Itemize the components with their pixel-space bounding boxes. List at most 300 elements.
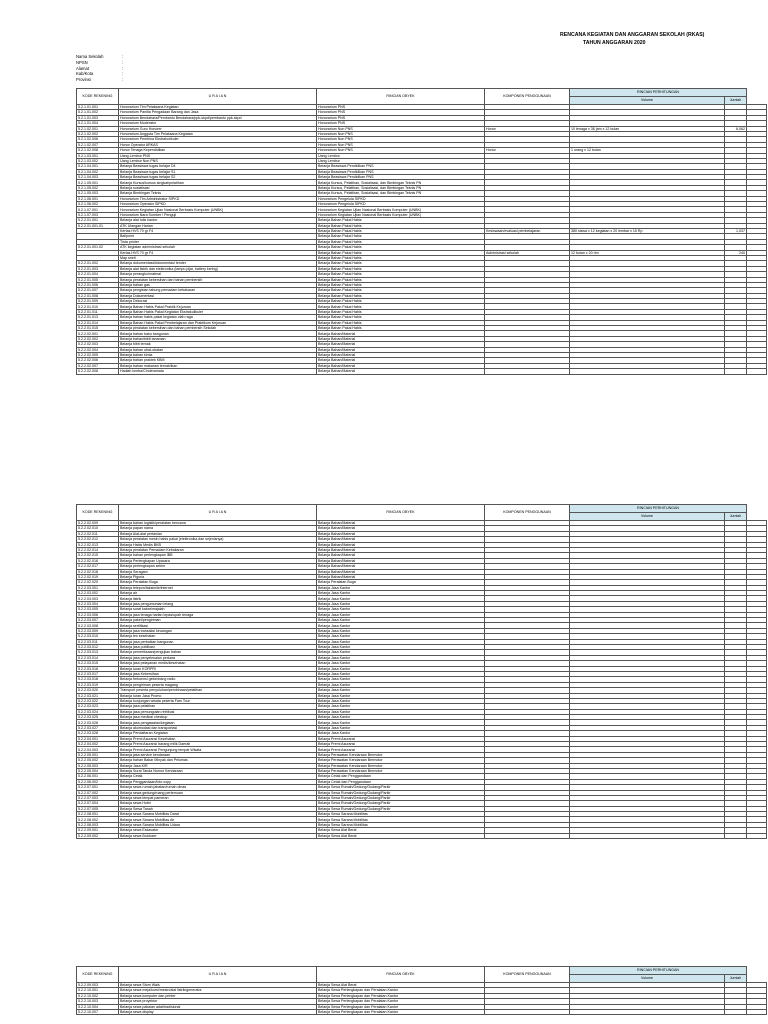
cell-kode: 5.2.2.09.003: [77, 983, 119, 988]
cell-uraian: Belanja tes kesehatan: [119, 634, 317, 639]
cell-rincian: Belanja Cetak dan Penggandaan: [317, 779, 485, 784]
cell-uraian: Hadiah lomba/Cinderamata: [119, 369, 317, 374]
cell-kode: 5.2.2.09.002: [77, 833, 119, 838]
cell-uraian: Belanja sewa meja/kursi/mesin/alat listrik/generator: [119, 988, 317, 993]
cell-uraian: Belanja peralatan Pemadam Kebakaran: [119, 547, 317, 552]
cell-uraian: Belanja sewa Eskavator: [119, 828, 317, 833]
cell-kode: 5.2.1.05.003: [77, 191, 119, 196]
cell-kode: 5.2.2.03.012: [77, 644, 119, 649]
cell-uraian: Belanja Premi Asuransi Pengunjung tempat Wisata: [119, 747, 317, 752]
cell-rincian: Belanja Bahan Pakai Habis: [317, 245, 485, 250]
cell-uraian: Belanja peralatan mesin habis pakai (elektronika dan sejenisnya): [119, 537, 317, 542]
cell-rincian: Belanja Sewa Sarana Mobilitas: [317, 817, 485, 822]
cell-uraian: Tinta printer: [119, 239, 317, 244]
cell-rincian: Honorarium Non PNS: [317, 126, 485, 131]
cell-kode: 5.2.2.02.015: [77, 553, 119, 558]
cell-uraian: Belanja Bahan Habis Pakai Kegiatan Ekstrakulikuler: [119, 309, 317, 314]
cell-uraian: Belanja Bahan Habis Pakai Praktik Kejuruan: [119, 304, 317, 309]
cell-uraian: Belanja sewa gedung/ruang pertemuan: [119, 790, 317, 795]
cell-uraian: Belanja sewa display: [119, 1009, 317, 1014]
cell-uraian: ATK Ulangan Harian: [119, 223, 317, 228]
cell-rincian: Honorarium Non PNS: [317, 142, 485, 147]
cell-jumlah: [725, 1009, 747, 1014]
cell-rincian: Belanja Jasa Kantor: [317, 618, 485, 623]
cell-rincian: Belanja Kursus, Pelatihan, Sosialisasi, dan Bimbingan Teknis PN: [317, 191, 485, 196]
cell-rincian: Honorarium PNS: [317, 110, 485, 115]
header-volume: Volume: [570, 975, 725, 983]
cell-kode: 5.2.1.02.008: [77, 148, 119, 153]
cell-rincian: Belanja Bahan/Material: [317, 521, 485, 526]
cell-rincian: Belanja Peralatan Buga: [317, 580, 485, 585]
cell-rincian: Belanja Bahan Pakai Habis: [317, 228, 485, 233]
cell-uraian: Belanja Piguria: [119, 574, 317, 579]
cell-kode: 5.2.2.01.009: [77, 299, 119, 304]
cell-kode: 5.2.2.05.004: [77, 768, 119, 773]
header-perhitungan: RINCIAN PERHITUNGAN: [570, 505, 747, 513]
cell-rincian: Belanja Bahan/Material: [317, 358, 485, 363]
cell-uraian: Belanja sewa Hotel: [119, 801, 317, 806]
cell-uraian: Uang Lembur Non PNS: [119, 158, 317, 163]
cell-rincian: Belanja Jasa Kantor: [317, 715, 485, 720]
cell-uraian: Transport peserta penyuluhan/pembinaan/pelatihan: [119, 688, 317, 693]
cell-kode: 5.2.2.02.019: [77, 574, 119, 579]
cell-kode: 5.2.2.02.008: [77, 369, 119, 374]
cell-kode: 5.2.2.10.003: [77, 999, 119, 1004]
cell-kode: 5.2.1.06.001: [77, 196, 119, 201]
cell-uraian: Belanja sewa Sarana Mobilitas Udara: [119, 822, 317, 827]
cell-uraian: Belanja bahan habis pakai kegiatan olah raga: [119, 315, 317, 320]
cell-rincian: Belanja Cetak dan Penggandaan: [317, 774, 485, 779]
budget-table-2: [76, 504, 767, 839]
cell-uraian: Belanja Pendaftaran Kegiatan: [119, 731, 317, 736]
cell-komponen: [485, 369, 570, 374]
cell-kode: 5.2.1.01.002: [77, 110, 119, 115]
cell-rincian: Honorarium Pengelola SIPKD: [317, 202, 485, 207]
cell-uraian: Belanja bahan logistik/peralatan bencana: [119, 521, 317, 526]
cell-uraian: Belanja listrik: [119, 596, 317, 601]
cell-kode: 5.2.2.01.006: [77, 282, 119, 287]
cell-kode: 5.2.2.04.001: [77, 736, 119, 741]
cell-kode: 5.2.2.01.002: [77, 261, 119, 266]
cell-kode: 5.2.2.03.021: [77, 693, 119, 698]
cell-rincian: Honorarium Non PNS: [317, 148, 485, 153]
cell-kode: 5.2.1.05.002: [77, 185, 119, 190]
cell-kode: 5.2.1.02.006: [77, 137, 119, 142]
cell-rincian: Belanja Bahan Pakai Habis: [317, 320, 485, 325]
cell-uraian: Belanja Dokumentasi: [119, 293, 317, 298]
cell-uraian: Belanja jasa pelayanan medis/kesehatan: [119, 661, 317, 666]
cell-rincian: Honorarium PNS: [317, 121, 485, 126]
cell-rincian: Belanja Jasa Kantor: [317, 655, 485, 660]
cell-rincian: Belanja Bahan/Material: [317, 336, 485, 341]
cell-kode: 5.2.1.03.002: [77, 158, 119, 163]
cell-kode: 5.2.2.10.007: [77, 1009, 119, 1014]
cell-uraian: Honorarium Nara Sumber / Penguji: [119, 212, 317, 217]
meta-label: Kab/Kota: [76, 71, 94, 77]
cell-uraian: Honorarium Anggota Tim Pelaksana Kegiatan: [119, 131, 317, 136]
cell-rincian: Belanja Jasa Kantor: [317, 666, 485, 671]
cell-kode: 5.2.2.03.025: [77, 715, 119, 720]
cell-kode: 5.2.2.08.003: [77, 822, 119, 827]
cell-kode: 5.2.2.05.002: [77, 758, 119, 763]
cell-rincian: Belanja Bahan/Material: [317, 574, 485, 579]
cell-kode: 5.2.2.03.003: [77, 596, 119, 601]
cell-rincian: Belanja Bahan Pakai Habis: [317, 218, 485, 223]
cell-rincian: Belanja Jasa Kantor: [317, 607, 485, 612]
meta-label: Alamat: [76, 65, 90, 71]
cell-kode: 5.2.2.07.005: [77, 806, 119, 811]
cell-rincian: Honorarium PNS: [317, 105, 485, 110]
cell-kode: 5.2.2.02.003: [77, 342, 119, 347]
cell-uraian: Belanja pengisian tabung pemadam kebakaran: [119, 288, 317, 293]
cell-kode: 5.2.2.02.007: [77, 363, 119, 368]
cell-rincian: Belanja Bahan Pakai Habis: [317, 266, 485, 271]
cell-rincian: Belanja Bahan/Material: [317, 331, 485, 336]
cell-rincian: Belanja Jasa Kantor: [317, 693, 485, 698]
cell-uraian: Belanja Bahan Habis Pakai Pembelajaran dan Praktikum Kejuruan: [119, 320, 317, 325]
cell-uraian: ATK kegiatan administrasi sekolah: [119, 245, 317, 250]
cell-kode: 5.2.2.02.006: [77, 358, 119, 363]
header-row: [77, 967, 767, 975]
cell-kode: 5.2.2.03.002: [77, 591, 119, 596]
header-jumlah: Jumlah: [725, 97, 747, 105]
cell-rincian: Belanja Sewa Rumah/Gedung/Gudang/Parkir: [317, 801, 485, 806]
cell-jumlah: [725, 369, 747, 374]
cell-rincian: Belanja Sewa Sarana Mobilitas: [317, 822, 485, 827]
cell-kode: 5.2.2.03.016: [77, 666, 119, 671]
cell-uraian: Belanja bahan obat-obatan: [119, 347, 317, 352]
cell-kode: 5.2.2.01.010: [77, 304, 119, 309]
cell-volume: [570, 369, 725, 374]
cell-kode: 5.2.2.01.001.02: [77, 245, 119, 250]
cell-uraian: Belanja jasa service kendaraan: [119, 752, 317, 757]
cell-kode: 5.2.1.06.002: [77, 202, 119, 207]
cell-jumlah: 240: [725, 250, 747, 255]
meta-label: Provinsi: [76, 77, 91, 83]
cell-rincian: Belanja Sewa Perlengkapan dan Peralatan Kantor: [317, 988, 485, 993]
cell-uraian: Belanja bahan baku bangunan: [119, 331, 317, 336]
header-kode: KODE REKENING: [77, 967, 119, 983]
cell-uraian: Belanja bahan/bibit tanaman: [119, 336, 317, 341]
cell-kode: 5.2.2.04.003: [77, 747, 119, 752]
cell-kode: 5.2.2.07.002: [77, 790, 119, 795]
cell-kode: 5.2.1.05.001: [77, 180, 119, 185]
cell-uraian: Belanja jasa penyelesaian perkara: [119, 655, 317, 660]
cell-kode: 5.2.1.03.001: [77, 153, 119, 158]
cell-kode: 5.2.2.06.001: [77, 774, 119, 779]
cell-rincian: Honorarium Pengelola SIPKD: [317, 196, 485, 201]
cell-kode: 5.2.2.10.002: [77, 993, 119, 998]
cell-rincian: Belanja Bahan/Material: [317, 558, 485, 563]
cell-uraian: Belanja sertifikasi: [119, 623, 317, 628]
cell-uraian: Belanja sewa Sarana Mobilitas Air: [119, 817, 317, 822]
cell-uraian: Belanja sewa rumah jabatan/rumah dinas: [119, 785, 317, 790]
cell-kode: 5.2.2.02.017: [77, 564, 119, 569]
cell-uraian: Kertas HVS 70 gr F4: [119, 228, 317, 233]
cell-rincian: Belanja Bahan/Material: [317, 547, 485, 552]
cell-uraian: Honor Tenaga Kependidikan: [119, 148, 317, 153]
cell-rincian: Belanja Jasa Kantor: [317, 731, 485, 736]
cell-rincian: Belanja Jasa Kantor: [317, 628, 485, 633]
cell-rincian: Belanja Bahan/Material: [317, 569, 485, 574]
cell-rincian: Belanja Jasa Kantor: [317, 585, 485, 590]
cell-rincian: Belanja Beasiswa Pendidikan PNS: [317, 169, 485, 174]
cell-uraian: Belanja Penggandaan/foto copy: [119, 779, 317, 784]
header-volume: Volume: [570, 513, 725, 521]
cell-rincian: Belanja Bahan/Material: [317, 564, 485, 569]
cell-jumlah: 1,037: [725, 228, 747, 233]
cell-uraian: Belanja jasa pelatihan: [119, 704, 317, 709]
header-rincian: RINCIAN OBYEK: [317, 505, 485, 521]
cell-volume: [570, 1009, 725, 1014]
cell-rincian: Belanja Kursus, Pelatihan, Sosialisasi, dan Bimbingan Teknis PN: [317, 180, 485, 185]
cell-kode: 5.2.2.03.022: [77, 698, 119, 703]
cell-uraian: Belanja Alat-alat pertanian: [119, 531, 317, 536]
cell-rincian: Belanja Bahan/Material: [317, 347, 485, 352]
cell-kode: 5.2.2.01.011: [77, 309, 119, 314]
cell-kode: 5.2.1.01.001: [77, 105, 119, 110]
cell-rincian: Belanja Bahan Pakai Habis: [317, 255, 485, 260]
cell-kode: 5.2.2.01.004: [77, 272, 119, 277]
cell-uraian: Belanja sewa proyektor: [119, 999, 317, 1004]
cell-komponen: Honor: [485, 126, 570, 131]
cell-uraian: Honorarium Panitia Pengadaan Barang dan Jasa: [119, 110, 317, 115]
cell-empty: [747, 833, 767, 838]
cell-kode: 5.2.2.03.009: [77, 628, 119, 633]
school-info: [76, 54, 123, 83]
cell-kode: 5.2.2.03.015: [77, 661, 119, 666]
cell-kode: 5.2.2.03.004: [77, 601, 119, 606]
cell-rincian: Belanja Jasa Kantor: [317, 698, 485, 703]
cell-rincian: Belanja Bahan/Material: [317, 542, 485, 547]
doc-subtitle: TAHUN ANGGARAN 2020: [583, 40, 646, 46]
cell-kode: 5.2.2.02.012: [77, 537, 119, 542]
cell-uraian: Map snelt: [119, 255, 317, 260]
cell-kode: 5.2.2.01.013: [77, 315, 119, 320]
cell-uraian: Honorarium Guru Honorer: [119, 126, 317, 131]
cell-uraian: Belanja Dekorasi: [119, 299, 317, 304]
cell-rincian: Belanja Bahan Pakai Habis: [317, 261, 485, 266]
cell-kode: 5.2.2.07.003: [77, 795, 119, 800]
cell-uraian: Belanja paket/pengiriman: [119, 618, 317, 623]
doc-title: RENCANA KEGIATAN DAN ANGGARAN SEKOLAH (RKAS): [560, 32, 705, 38]
cell-rincian: Belanja Sewa Perlengkapan dan Peralatan Kantor: [317, 993, 485, 998]
cell-uraian: Belanja Bimbingan Teknis: [119, 191, 317, 196]
header-uraian: U R A I A N: [119, 505, 317, 521]
cell-rincian: Belanja Perawatan Kendaraan Bermotor: [317, 763, 485, 768]
header-uraian: U R A I A N: [119, 967, 317, 983]
cell-kode: 5.2.2.03.014: [77, 655, 119, 660]
meta-label: Nama Sekolah: [76, 54, 104, 59]
cell-rincian: Belanja Bahan Pakai Habis: [317, 288, 485, 293]
budget-table-3: [76, 966, 767, 1015]
cell-uraian: Belanja jasa pengumuman lelang: [119, 601, 317, 606]
header-volume: Volume: [570, 97, 725, 105]
cell-kode: 5.2.2.03.023: [77, 704, 119, 709]
cell-rincian: Belanja Jasa Kantor: [317, 623, 485, 628]
cell-uraian: Belanja pemeriksaan/pengujian bahan: [119, 650, 317, 655]
cell-uraian: Belanja Beasiswa tugas belajar S2: [119, 175, 317, 180]
cell-rincian: Belanja Kursus, Pelatihan, Sosialisasi, dan Bimbingan Teknis PN: [317, 185, 485, 190]
cell-uraian: Honorarium Moderator: [119, 121, 317, 126]
cell-kode: 5.2.2.09.001: [77, 828, 119, 833]
cell-uraian: Belanja Surat Tanda Nomor Kendaraan: [119, 768, 317, 773]
cell-rincian: Belanja Bahan Pakai Habis: [317, 293, 485, 298]
cell-kode: 5.2.2.08.002: [77, 817, 119, 822]
header-row: [77, 89, 767, 97]
cell-kode: 5.2.2.04.002: [77, 742, 119, 747]
meta-value: :: [122, 54, 124, 59]
meta-label: NPSN: [76, 59, 88, 65]
cell-kode: 5.2.1.07.001: [77, 207, 119, 212]
cell-kode: 5.2.2.01.005: [77, 277, 119, 282]
cell-kode: 5.2.1.01.004: [77, 121, 119, 126]
cell-uraian: Belanja Iuran Jasa Promo: [119, 693, 317, 698]
cell-kode: 5.2.2.02.004: [77, 347, 119, 352]
cell-uraian: Belanja sewa pakaian adat/tradisional: [119, 1004, 317, 1009]
cell-kode: 5.2.2.01.015: [77, 326, 119, 331]
header-row: [77, 505, 767, 513]
cell-kode: 5.2.2.02.005: [77, 352, 119, 357]
cell-rincian: Belanja Jasa Kantor: [317, 596, 485, 601]
cell-rincian: Belanja Bahan Pakai Habis: [317, 277, 485, 282]
cell-rincian: Belanja Bahan/Material: [317, 342, 485, 347]
cell-kode: 5.2.2.06.002: [77, 779, 119, 784]
cell-rincian: Belanja Bahan Pakai Habis: [317, 239, 485, 244]
cell-kode: 5.2.2.03.018: [77, 677, 119, 682]
cell-komponen: Honor: [485, 148, 570, 153]
cell-uraian: Belanja air: [119, 591, 317, 596]
cell-rincian: Belanja Jasa Kantor: [317, 720, 485, 725]
cell-uraian: Belanja Cetak: [119, 774, 317, 779]
cell-kode: 5.2.1.01.003: [77, 115, 119, 120]
cell-rincian: Belanja Bahan Pakai Habis: [317, 282, 485, 287]
cell-rincian: Belanja Sewa Perlengkapan dan Peralatan Kantor: [317, 1009, 485, 1014]
cell-uraian: Honor Operator ARKAS: [119, 142, 317, 147]
cell-uraian: Belanja peralatan kebersihan dan bahan pembersih Sekolah: [119, 326, 317, 331]
cell-kode: 5.2.2.01.007: [77, 288, 119, 293]
meta-value: :: [122, 77, 124, 83]
cell-rincian: Belanja Jasa Kantor: [317, 601, 485, 606]
cell-kode: 5.2.2.05.003: [77, 763, 119, 768]
cell-kode: 5.2.2.02.002: [77, 336, 119, 341]
cell-uraian: Belanja papan nama: [119, 526, 317, 531]
cell-uraian: Belanja Beasiswa tugas belajar S1: [119, 169, 317, 174]
cell-uraian: Belanja surat kabar/majalah: [119, 607, 317, 612]
cell-rincian: Belanja Bahan/Material: [317, 369, 485, 374]
header-komponen: KOMPONEN PENGGUNAAN: [485, 967, 570, 983]
cell-kode: 5.2.2.07.004: [77, 801, 119, 806]
cell-jumlah: 6,062: [725, 126, 747, 131]
cell-rincian: Belanja Bahan Pakai Habis: [317, 299, 485, 304]
cell-rincian: Belanja Bahan Pakai Habis: [317, 326, 485, 331]
header-perhitungan: RINCIAN PERHITUNGAN: [570, 967, 747, 975]
cell-rincian: Belanja Jasa Kantor: [317, 591, 485, 596]
cell-kode: 5.2.2.03.005: [77, 607, 119, 612]
cell-uraian: Uang Lembur PNS: [119, 153, 317, 158]
cell-kode: 5.2.1.02.007: [77, 142, 119, 147]
cell-uraian: Belanja Sewa Tanah: [119, 806, 317, 811]
cell-uraian: Belanja perangko/materai: [119, 272, 317, 277]
cell-uraian: Honorarium Pembina Ekstrakurikuler: [119, 137, 317, 142]
header-kode: KODE REKENING: [77, 89, 119, 105]
cell-rincian: Belanja Bahan Pakai Habis: [317, 250, 485, 255]
cell-kode: 5.2.2.01.014: [77, 320, 119, 325]
cell-rincian: Belanja Bahan Pakai Habis: [317, 315, 485, 320]
cell-kode: 5.2.2.03.008: [77, 623, 119, 628]
cell-rincian: Belanja Sewa Perlengkapan dan Peralatan Kantor: [317, 1004, 485, 1009]
cell-rincian: Belanja Sewa Rumah/Gedung/Gudang/Parkir: [317, 785, 485, 790]
cell-rincian: Honorarium PNS: [317, 115, 485, 120]
cell-kode: 5.2.2.03.013: [77, 650, 119, 655]
cell-rincian: Belanja Premi Asuransi: [317, 742, 485, 747]
cell-rincian: Belanja Bahan/Material: [317, 363, 485, 368]
cell-uraian: Belanja Kursus/kursus singkat/pelatihan: [119, 180, 317, 185]
cell-komponen: Administrasi sekolah: [485, 250, 570, 255]
cell-uraian: Belanja Iuran KORPRI: [119, 666, 317, 671]
cell-uraian: Belanja sewa Sarana Mobilitas Darat: [119, 812, 317, 817]
cell-rincian: Belanja Bahan/Material: [317, 531, 485, 536]
cell-komponen: Kesiswaan/evaluasi pembelajaran: [485, 228, 570, 233]
cell-uraian: Belanja akomodasi dan transportasi: [119, 725, 317, 730]
table-row: [77, 833, 767, 838]
cell-rincian: Belanja Sewa Rumah/Gedung/Gudang/Parkir: [317, 806, 485, 811]
cell-kode: 5.2.2.03.006: [77, 612, 119, 617]
cell-uraian: Belanja Peralatan Buga: [119, 580, 317, 585]
cell-uraian: Belanja Premi Asuransi Kesehatan: [119, 736, 317, 741]
cell-rincian: Belanja Sewa Alat Berat: [317, 983, 485, 988]
cell-uraian: Belanja jasa perbaikan bangunan: [119, 639, 317, 644]
cell-uraian: Belanja perlengkapan sekim: [119, 564, 317, 569]
cell-kode: 5.2.2.03.027: [77, 725, 119, 730]
cell-rincian: Belanja Premi Asuransi: [317, 747, 485, 752]
meta-value: :: [122, 59, 124, 65]
cell-kode: 5.2.1.04.003: [77, 175, 119, 180]
cell-kode: 5.2.2.01.008: [77, 293, 119, 298]
cell-uraian: Belanja bahan gas: [119, 282, 317, 287]
cell-uraian: Belanja bibit ternak: [119, 342, 317, 347]
budget-table-1: [76, 88, 767, 375]
table-row: [77, 369, 767, 374]
cell-rincian: Belanja Sewa Rumah/Gedung/Gudang/Parkir: [317, 795, 485, 800]
cell-rincian: Belanja Jasa Kantor: [317, 671, 485, 676]
cell-uraian: Belanja jasa publikasi: [119, 644, 317, 649]
cell-kode: 5.2.2.03.020: [77, 688, 119, 693]
cell-kode: 5.2.1.04.002: [77, 169, 119, 174]
cell-uraian: Belanja dokumentasi/dokumentasi tender: [119, 261, 317, 266]
cell-rincian: Belanja Jasa Kantor: [317, 677, 485, 682]
cell-rincian: Belanja Jasa Kantor: [317, 650, 485, 655]
cell-kode: 5.2.2.03.007: [77, 618, 119, 623]
cell-rincian: Belanja Bahan Pakai Habis: [317, 223, 485, 228]
cell-volume: 380 siswa x 12 kegiatan x 20 lembar x 15 Rp: [570, 228, 725, 233]
cell-uraian: Belanja jasa transaksi keuangan: [119, 628, 317, 633]
meta-row: [76, 77, 123, 83]
header-komponen: KOMPONEN PENGGUNAAN: [485, 505, 570, 521]
cell-rincian: Belanja Sewa Sarana Mobilitas: [317, 812, 485, 817]
cell-rincian: Honorarium Kegiatan Ujian Nasional Berbasis Komputer (UNBK): [317, 207, 485, 212]
cell-rincian: Belanja Sewa Alat Berat: [317, 828, 485, 833]
cell-rincian: Belanja Jasa Kantor: [317, 644, 485, 649]
cell-rincian: Uang Lembur: [317, 153, 485, 158]
cell-rincian: Belanja Bahan/Material: [317, 553, 485, 558]
cell-komponen: [485, 1009, 570, 1014]
cell-kode: 5.2.2.03.019: [77, 682, 119, 687]
cell-uraian: Honorarium Operator SIPKD: [119, 202, 317, 207]
cell-uraian: Belanja jasa tenaga harian lepas/upah tenaga: [119, 612, 317, 617]
cell-kode: 5.2.2.01.001: [77, 218, 119, 223]
cell-rincian: Belanja Jasa Kantor: [317, 682, 485, 687]
